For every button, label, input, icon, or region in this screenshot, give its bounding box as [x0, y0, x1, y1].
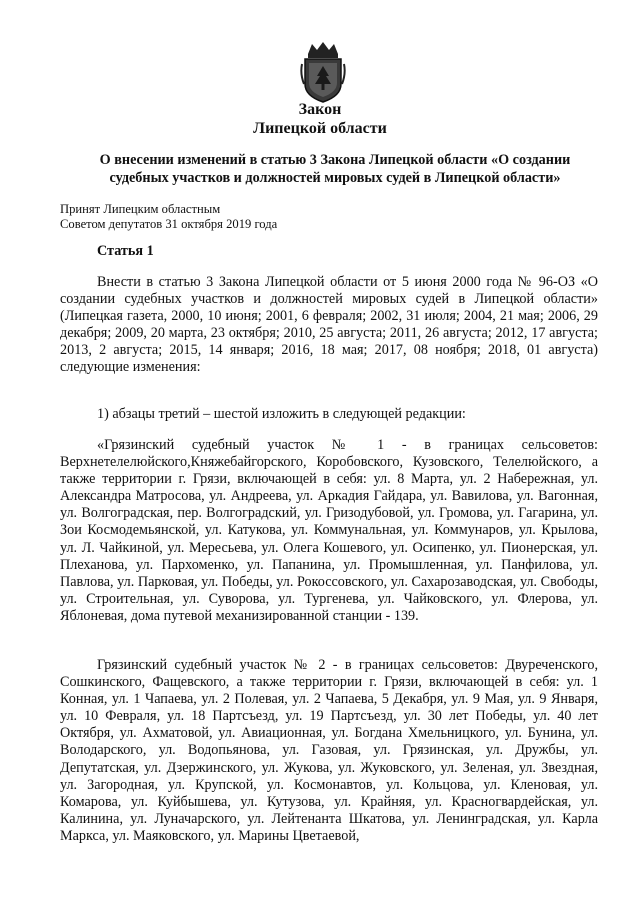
article-heading: Статья 1	[97, 243, 154, 259]
law-title: Закон	[298, 101, 342, 118]
article-intro-paragraph	[60, 274, 598, 377]
adoption-line-2: Советом депутатов 31 октября 2019 года	[60, 216, 278, 231]
gryazi-district-2-paragraph	[60, 657, 598, 845]
gryazi-district-1-text: «Грязинский судебный участок № 1 - в границах сельсоветов: Верхнетелелюйского,Княжебайгорского, Коробовского, Кузовского, Телелюйского, а также территории г. Грязи, включающей в себя: ул. 8 Марта, ул. 2 Набережная, ул. Александра Матросова, ул. Андреева, ул. Аркадия Гайдара, ул. Вавилова, ул. Вагонная, ул. Волгоградская, пер. Волгоградский, ул. Гризодубовой, ул. Громова, ул. Гагарина, ул. Зои Космодемьянской, ул. Катукова, ул. Коммунальная, ул. Коммунаров, ул. Крылова, ул. Л. Чайкиной, ул. Мересьева, ул. Олега Кошевого, ул. Осипенко, ул. Пионерская, ул. Плеханова, ул. Пархоменко, ул. Папанина, ул. Промышленная, ул. Панфилова, ул. Павлова, ул. Парковая, ул. Победы, ул. Рокоссовского, ул. Сахарозаводская, ул. Свободы, ул. Строительная, ул. Суворова, ул. Тургенева, ул. Чайковского, ул. Флерова, ул. Яблоневая, дома путевой механизированной станции - 139.	[60, 437, 598, 624]
gryazi-district-2-text: Грязинский судебный участок № 2 - в границах сельсоветов: Двуреченского, Сошкинского, Фащевского, а также территории г. Грязи, включающей в себя: ул. 1 Конная, ул. 1 Чапаева, ул. 2 Полевая, ул. 2 Чапаева, 5 Декабря, ул. 9 Мая, ул. 9 Января, ул. 10 Февраля, ул. 18 Партсъезд, ул. 19 Партсъезд, ул. 30 лет Победы, ул. 40 лет Октября, ул. Ахматовой, ул. Авиационная, ул. Богдана Хмельницкого, ул. Бунина, ул. Володарского, ул. Водопьянова, ул. Газовая, ул. Грязинская, ул. Дружбы, ул. Депутатская, ул. Дзержинского, ул. Жукова, ул. Жуковского, ул. Зеленая, ул. Звездная, ул. Загородная, ул. Крупской, ул. Космонавтов, ул. Кольцова, ул. Кленовая, ул. Комарова, ул. Куйбышева, ул. Кутузова, ул. Крайняя, ул. Красногвардейская, ул. Калинина, ул. Луначарского, ул. Лейтенанта Шкатова, ул. Ленинградская, ул. Карла Маркса, ул. Маяковского, ул. Марины Цветаевой,	[60, 657, 598, 844]
item-1-paragraph	[60, 406, 598, 423]
gryazi-district-1-paragraph	[60, 437, 598, 625]
adoption-info	[60, 202, 277, 231]
coat-of-arms-emblem	[300, 40, 346, 104]
adoption-line-1: Принят Липецким областным	[60, 202, 221, 216]
item-1-text: 1) абзацы третий – шестой изложить в следующей редакции:	[97, 406, 466, 422]
law-region: Липецкой области	[253, 120, 387, 137]
article-intro-text: Внести в статью 3 Закона Липецкой области от 5 июня 2000 года № 96-ОЗ «О создании судебных участков и должностей мировых судей в Липецкой области» (Липецкая газета, 2000, 10 июня; 2001, 6 февраля; 2002, 31 июля; 2004, 21 мая; 2006, 29 декабря; 2009, 20 марта, 23 октября; 2010, 25 августа; 2011, 26 августа; 2012, 17 августа; 2013, 2 августа; 2015, 14 января; 2016, 18 мая; 2017, 08 ноября; 2018, 01 августа) следующие изменения:	[60, 274, 598, 376]
law-heading: О внесении изменений в статью 3 Закона Липецкой области «О создании судебных участков и должностей мировых судей в Липецкой области»	[99, 152, 571, 186]
